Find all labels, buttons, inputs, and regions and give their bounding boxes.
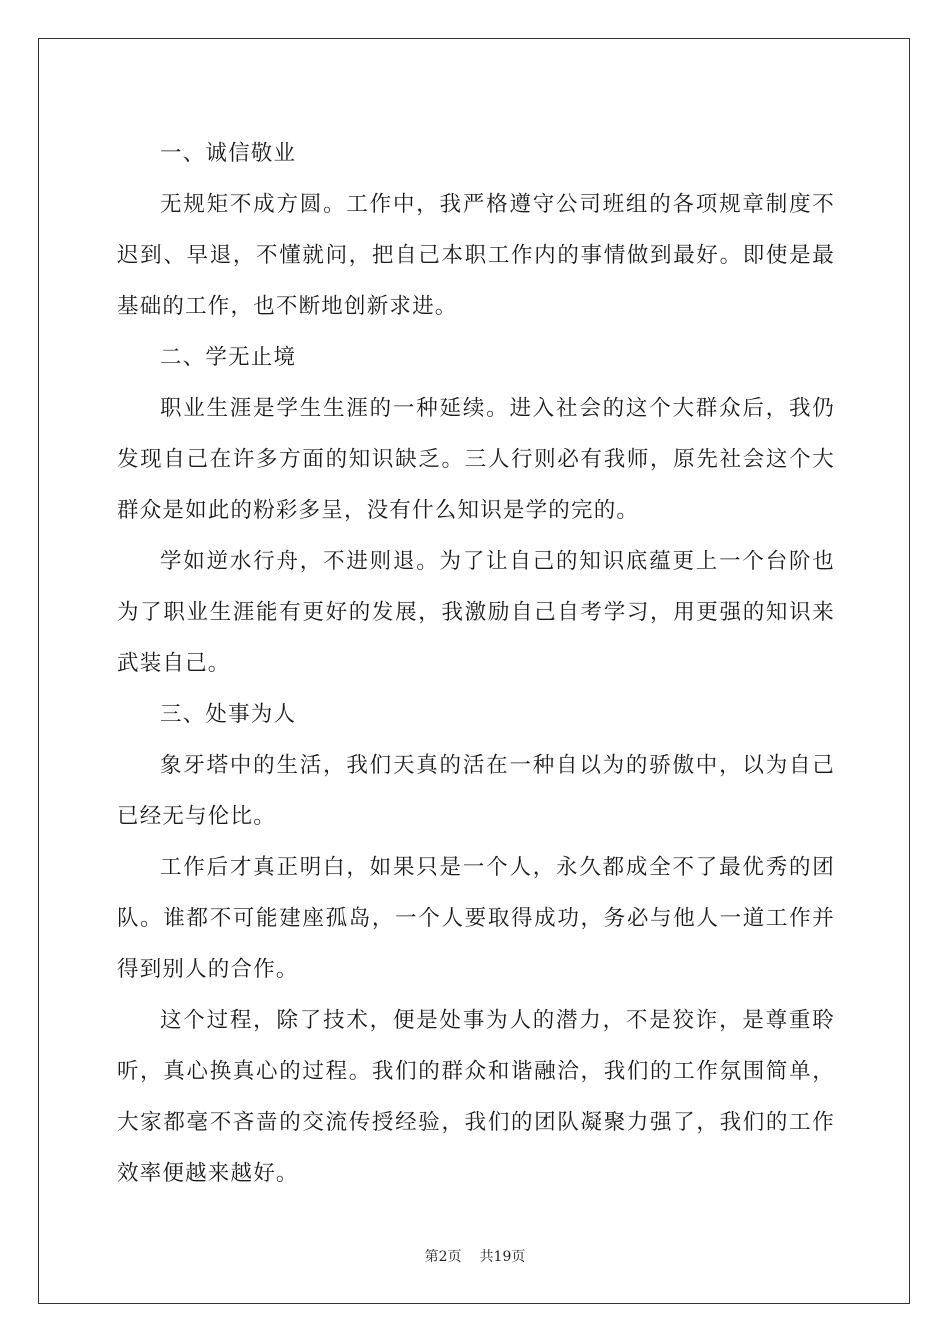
page-number: 第2页 — [424, 1249, 462, 1265]
paragraph: 学如逆水行舟，不进则退。为了让自己的知识底蕴更上一个台阶也为了职业生涯能有更好的发展，我激励自己自考学习，用更强的知识来武装自己。 — [117, 549, 835, 676]
paragraph: 象牙塔中的生活，我们天真的活在一种自以为的骄傲中，以为自己已经无与伦比。 — [117, 753, 835, 829]
paragraph: 工作后才真正明白，如果只是一个人，永久都成全不了最优秀的团队。谁都不可能建座孤岛，一个人要取得成功，务必与他人一道工作并得到别人的合作。 — [117, 855, 835, 982]
page-footer — [0, 1246, 950, 1266]
paragraph: 这个过程，除了技术，便是处事为人的潜力，不是狡诈，是尊重聆听，真心换真心的过程。我们的群众和谐融洽，我们的工作氛围简单，大家都毫不吝啬的交流传授经验，我们的团队凝聚力强了，我们的工作效率便越来越好。 — [117, 1008, 835, 1186]
total-pages: 共19页 — [479, 1249, 526, 1265]
section-heading-integrity: 一、诚信敬业 — [160, 141, 297, 166]
section-heading-conduct: 三、处事为人 — [160, 702, 297, 727]
section-heading-learning: 二、学无止境 — [160, 345, 297, 370]
paragraph: 无规矩不成方圆。工作中，我严格遵守公司班组的各项规章制度不迟到、早退，不懂就问，把自己本职工作内的事情做到最好。即使是最基础的工作，也不断地创新求进。 — [117, 192, 835, 319]
document-body — [117, 128, 835, 1199]
paragraph: 职业生涯是学生生涯的一种延续。进入社会的这个大群众后，我仍发现自己在许多方面的知识缺乏。三人行则必有我师，原先社会这个大群众是如此的粉彩多呈，没有什么知识是学的完的。 — [117, 396, 835, 523]
